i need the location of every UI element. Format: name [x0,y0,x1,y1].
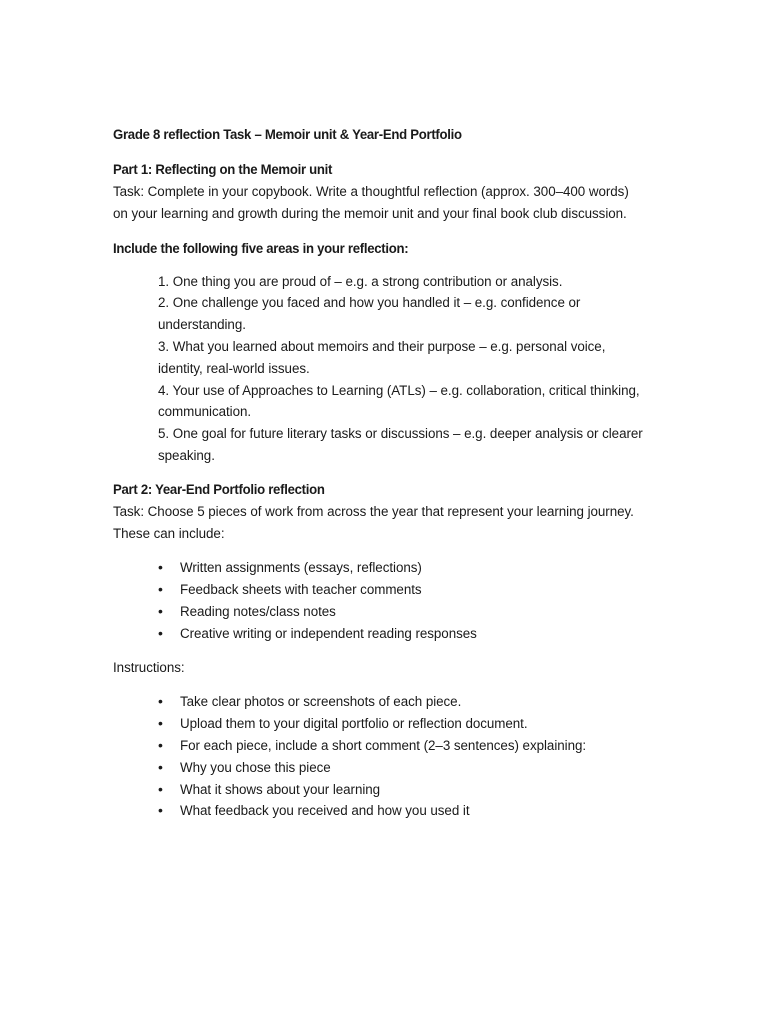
instructions-label: Instructions: [113,659,185,675]
bullet-icon: • [158,802,163,819]
bullet-icon: • [158,780,163,797]
part2-task: Task: Choose 5 pieces of work from across the year that represent your learning journey. These can include: [113,503,634,541]
list-item-text: Feedback sheets with teacher comments [180,582,422,598]
list-item-text: Take clear photos or screenshots of each piece. [180,694,462,710]
bullet-icon: • [158,559,163,576]
list-item [158,713,643,735]
part2-heading: Part 2: Year-End Portfolio reflection [113,480,325,497]
list-item: 5. One goal for future literary tasks or discussions – e.g. deeper analysis or clearer speaking. [158,426,643,463]
document-title: Grade 8 reflection Task – Memoir unit & Year-End Portfolio [113,126,462,142]
list-item [158,800,643,822]
work-types-list [113,557,643,644]
bullet-icon: • [158,581,163,598]
list-item [158,623,643,645]
list-item: 1. One thing you are proud of – e.g. a strong contribution or analysis. [158,273,563,289]
list-item: 4. Your use of Approaches to Learning (ATLs) – e.g. collaboration, critical thinking, communication. [158,382,640,420]
bullet-icon: • [158,602,163,619]
bullet-icon: • [158,624,163,641]
part1-include-heading: Include the following five areas in your reflection: [113,239,409,256]
list-item-text: Upload them to your digital portfolio or reflection document. [180,716,528,732]
list-item-text: What it shows about your learning [180,781,381,797]
list-item: 2. One challenge you faced and how you handled it – e.g. confidence or understanding. [158,295,581,333]
list-item-text: Reading notes/class notes [180,603,336,619]
bullet-icon: • [158,693,163,710]
part1-heading: Part 1: Reflecting on the Memoir unit [113,161,333,177]
list-item [158,735,643,757]
list-item-text: Written assignments (essays, reflections) [180,560,422,576]
list-item [158,557,643,579]
bullet-icon: • [158,758,163,775]
part1-task: Task: Complete in your copybook. Write a thoughtful reflection (approx. 300–400 words) on your learning and growth during the memoir unit and your final book club discussion. [113,184,629,221]
bullet-icon: • [158,736,163,753]
document-page [113,124,643,834]
reflection-areas-list [113,271,643,467]
list-item: 3. What you learned about memoirs and their purpose – e.g. personal voice, identity, real-world issues. [158,338,606,376]
list-item [158,757,643,779]
list-item-text: For each piece, include a short comment (2–3 sentences) explaining: [180,737,587,753]
list-item [158,691,643,713]
list-item-text: Why you chose this piece [180,759,331,775]
list-item [158,601,643,623]
bullet-icon: • [158,715,163,732]
list-item [158,779,643,801]
list-item [158,579,643,601]
list-item-text: Creative writing or independent reading responses [180,625,477,641]
list-item-text: What feedback you received and how you used it [180,803,470,819]
instructions-list [113,691,643,822]
